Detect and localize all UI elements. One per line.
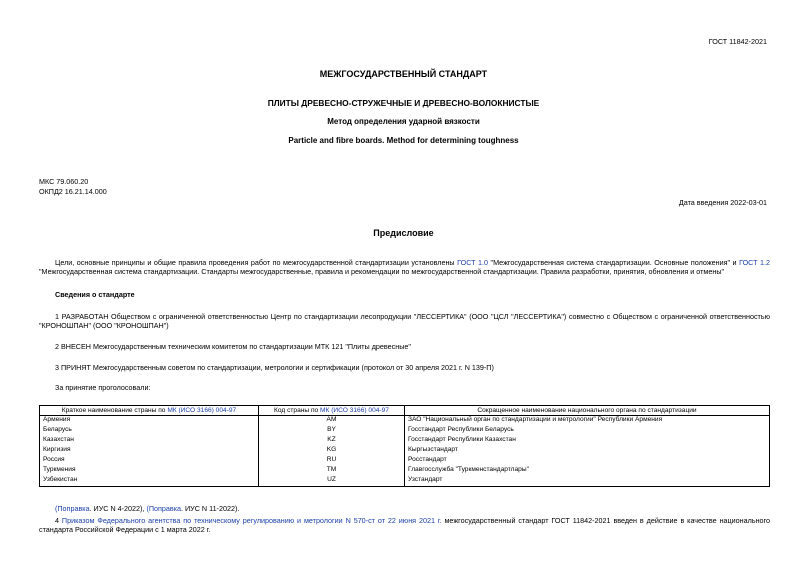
preface-paragraph bbox=[39, 258, 770, 277]
table-row bbox=[40, 466, 770, 476]
gost-1-2-link[interactable]: ГОСТ 1.2 bbox=[739, 258, 770, 267]
country-name: Туркмения bbox=[40, 466, 259, 476]
country-code: BY bbox=[259, 426, 405, 436]
item4-text: межгосударственный стандарт ГОСТ 11842-2021 введен в действие в качестве национального стандарта Российской Федерации с 1 марта 2022 г. bbox=[39, 516, 771, 535]
national-body: Главгосслужба "Туркменстандартлары" bbox=[405, 466, 770, 476]
table-row bbox=[40, 436, 770, 446]
country-code: RU bbox=[259, 456, 405, 466]
mk-iso-link[interactable]: МК (ИСО 3166) 004-97 bbox=[320, 406, 389, 414]
item-submitted: 2 ВНЕСЕН Межгосударственным техническим комитетом по стандартизации МТК 121 "Плиты древесные" bbox=[55, 342, 411, 351]
standard-kind: МЕЖГОСУДАРСТВЕННЫЙ СТАНДАРТ bbox=[319, 69, 488, 79]
amendment-text-1: . ИУС N 4-2022), bbox=[89, 504, 147, 513]
subtitle-en: Particle and fibre boards. Method for determining toughness bbox=[288, 136, 519, 145]
national-body: Росстандарт bbox=[405, 456, 770, 466]
table-header-row bbox=[40, 406, 770, 416]
mks-code: МКС 79.060.20 bbox=[39, 177, 89, 186]
gost-1-0-link[interactable]: ГОСТ 1.0 bbox=[457, 258, 489, 267]
country-name: Беларусь bbox=[40, 426, 259, 436]
item-enacted bbox=[39, 516, 770, 535]
mk-iso-link[interactable]: МК (ИСО 3166) 004-97 bbox=[167, 406, 237, 414]
preface-text-b: "Межгосударственная система стандартизации. Основные положения" и bbox=[488, 258, 740, 267]
country-name: Россия bbox=[40, 456, 259, 466]
header-country-code bbox=[259, 406, 405, 416]
voted-label: За принятие проголосовали: bbox=[55, 383, 151, 392]
item-adopted: 3 ПРИНЯТ Межгосударственным советом по стандартизации, метрологии и сертификации (протокол от 30 апреля 2021 г. N 139-П) bbox=[55, 363, 494, 372]
table-row bbox=[40, 446, 770, 456]
amendment-link-1[interactable]: (Поправка bbox=[55, 504, 90, 513]
country-name: Армения bbox=[40, 415, 259, 426]
national-body: Госстандарт Республики Беларусь bbox=[405, 426, 770, 436]
country-code: TM bbox=[259, 466, 405, 476]
voting-countries-table bbox=[39, 405, 770, 487]
national-body: Госстандарт Республики Казахстан bbox=[405, 436, 770, 446]
item4-number: 4 bbox=[55, 516, 62, 525]
preface-text-c: "Межгосударственная система стандартизации. Стандарты межгосударственные, правила и рекомендации по межгосударственной стандартизации. Правила разработки, принятия, обновления и отмены" bbox=[39, 267, 725, 277]
header-country-name bbox=[40, 406, 259, 416]
header-code-text: Код страны по bbox=[274, 406, 321, 414]
country-name: Киргизия bbox=[40, 446, 259, 456]
preface-text-a: Цели, основные принципы и общие правила проведения работ по межгосударственной стандартизации установлены bbox=[55, 258, 458, 267]
amendment-link-2[interactable]: (Поправка bbox=[146, 504, 181, 513]
table-row bbox=[40, 456, 770, 466]
introduction-date: Дата введения 2022-03-01 bbox=[678, 198, 767, 207]
subtitle-ru: Метод определения ударной вязкости bbox=[327, 117, 480, 126]
item-developed: 1 РАЗРАБОТАН Обществом с ограниченной ответственностью Центр по стандартизации лесопродукции "ЛЕССЕРТИКА" (ООО "ЦСЛ "ЛЕССЕРТИКА") совместно с Обществом с ограниченной ответственностью "КРОНОШПАН" (ООО "КРОНОШПАН") bbox=[39, 312, 770, 331]
okpd-code: ОКПД2 16.21.14.000 bbox=[39, 187, 107, 196]
country-code: UZ bbox=[259, 476, 405, 487]
header-national-body: Сокращенное наименование национального органа по стандартизации bbox=[405, 406, 770, 416]
country-name: Узбекистан bbox=[40, 476, 259, 487]
document-code: ГОСТ 11842-2021 bbox=[708, 37, 767, 46]
amendments-line bbox=[39, 504, 770, 513]
table-row bbox=[40, 426, 770, 436]
country-code: KG bbox=[259, 446, 405, 456]
country-code: AM bbox=[259, 415, 405, 426]
national-body: Узстандарт bbox=[405, 476, 770, 487]
rosstandart-order-link[interactable]: Приказом Федерального агентства по техническому регулированию и метрологии N 570-ст от 22 июня 2021 г. bbox=[61, 516, 442, 525]
header-country-text: Краткое наименование страны по bbox=[61, 406, 168, 414]
preface-heading: Предисловие bbox=[373, 228, 434, 238]
table-row bbox=[40, 415, 770, 426]
amendment-text-2: . ИУС N 11-2022). bbox=[181, 504, 240, 513]
about-standard-heading: Сведения о стандарте bbox=[55, 290, 135, 299]
country-name: Казахстан bbox=[40, 436, 259, 446]
national-body: ЗАО "Национальный орган по стандартизации и метрологии" Республики Армения bbox=[405, 415, 770, 426]
national-body: Кыргызстандарт bbox=[405, 446, 770, 456]
country-code: KZ bbox=[259, 436, 405, 446]
table-row bbox=[40, 476, 770, 487]
standard-title: ПЛИТЫ ДРЕВЕСНО-СТРУЖЕЧНЫЕ И ДРЕВЕСНО-ВОЛОКНИСТЫЕ bbox=[267, 98, 540, 108]
